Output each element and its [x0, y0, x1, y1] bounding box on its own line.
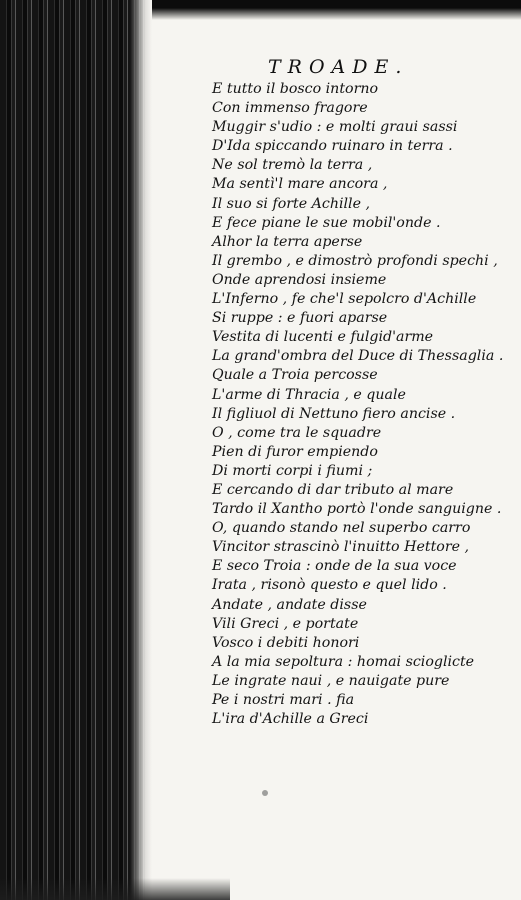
verse-line: Il suo si forte Achille , [212, 195, 370, 212]
verse-line: E tutto il bosco intorno [212, 81, 379, 97]
verse-line: Il figliuol di Nettuno fiero ancise . [212, 405, 456, 422]
verse-line: Vosco i debiti honori [212, 634, 360, 651]
verse-text [212, 80, 503, 729]
verse-line: Pe i nostri mari . fia [212, 692, 355, 708]
verse-line: Il grembo , e dimostrò profondi spechi , [212, 252, 498, 269]
verse-line: L'arme di Thracia , e quale [212, 386, 406, 403]
verse-line: O, quando stando nel superbo carro [212, 520, 471, 537]
verse-line: Si ruppe : e fuori aparse [212, 310, 388, 327]
verse-line: Vili Greci , e portate [212, 615, 359, 632]
verse-line: Vestita di lucenti e fulgid'arme [212, 329, 434, 346]
verse-line: D'Ida spiccando ruinaro in terra . [212, 138, 453, 155]
verse-line: A la mia sepoltura : homai scioglicte [212, 653, 475, 670]
bottom-shadow [0, 878, 230, 900]
verse-line: E seco Troia : onde de la sua voce [212, 558, 457, 575]
verse-line: L'Inferno , fe che'l sepolcro d'Achille [212, 291, 477, 308]
verse-line: Onde aprendosi insieme [212, 271, 387, 288]
verse-line: Muggir s'udio : e molti graui sassi [212, 119, 458, 136]
verse-line: Vincitor strascinò l'inuitto Hettore , [212, 539, 470, 556]
verse-line: Ma sentì'l mare ancora , [212, 176, 388, 193]
verse-line: Tardo il Xantho portò l'onde sanguigne . [212, 501, 502, 518]
verse-line: Andate , andate disse [212, 596, 367, 613]
verse-line: Con immenso fragore [212, 100, 368, 117]
verse-line: E cercando di dar tributo al mare [212, 481, 454, 498]
verse-line: Quale a Troia percosse [212, 367, 378, 384]
running-header: TROADE. [268, 56, 409, 78]
verse-line: Di morti corpi i fiumi ; [212, 462, 373, 479]
ink-smudge [262, 790, 268, 796]
verse-line: Pien di furor empiendo [212, 443, 378, 460]
verse-line: L'ira d'Achille a Greci [212, 711, 369, 728]
verse-line: Le ingrate naui , e nauigate pure [212, 672, 450, 689]
verse-line: La grand'ombra del Duce di Thessaglia . [212, 348, 504, 365]
verse-line: Irata , risonò questo e quel lido . [212, 577, 447, 594]
verse-line: Ne sol tremò la terra , [212, 157, 373, 174]
book-page-edges [0, 0, 152, 900]
verse-line: O , come tra le squadre [212, 424, 382, 441]
verse-line: E fece piane le sue mobil'onde . [212, 214, 441, 231]
verse-line: Alhor la terra aperse [212, 233, 363, 250]
